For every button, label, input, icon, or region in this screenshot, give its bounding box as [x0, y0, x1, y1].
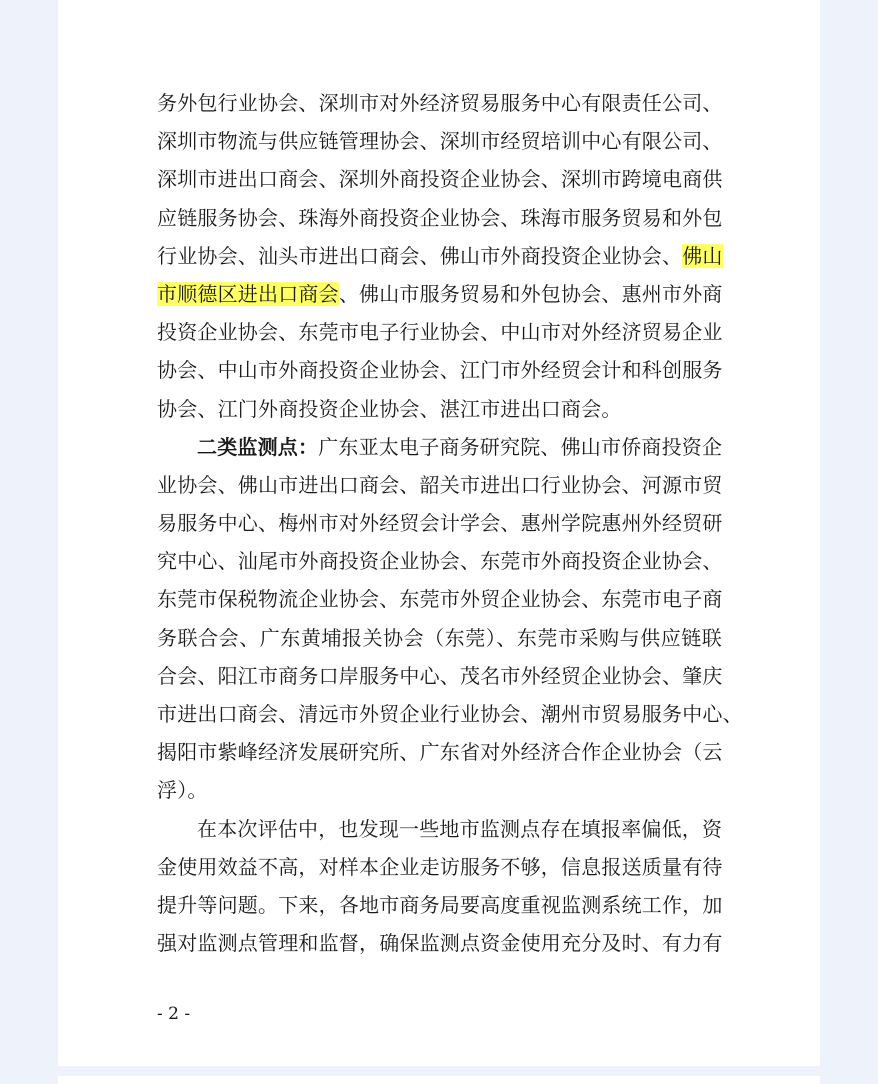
text-line	[157, 542, 722, 580]
text-line	[157, 466, 722, 504]
text-segment: 、佛山市服务贸易和外包协会、惠州市外商	[338, 281, 723, 306]
text-segment: 浮）。	[157, 778, 208, 803]
text-segment: 合会、阳江市商务口岸服务中心、茂名市外经贸企业协会、肇庆	[157, 663, 723, 688]
text-segment: 揭阳市紫峰经济发展研究所、广东省对外经济合作企业协会（云	[157, 740, 723, 765]
text-segment: 深圳市进出口商会、深圳外商投资企业协会、深圳市跨境电商供	[157, 167, 723, 192]
text-line	[157, 695, 743, 733]
text-segment: 务外包行业协会、深圳市对外经济贸易服务中心有限责任公司、	[157, 91, 723, 115]
page-number: - 2 -	[157, 1004, 191, 1024]
text-segment: 金使用效益不高，对样本企业走访服务不够，信息报送质量有待	[157, 854, 723, 879]
text-line	[157, 810, 722, 848]
text-segment: 协会、江门外商投资企业协会、湛江市进出口商会。	[157, 396, 622, 421]
text-line	[157, 580, 722, 618]
text-line	[157, 504, 722, 542]
text-line	[157, 122, 722, 160]
highlighted-text: 佛山	[682, 243, 723, 268]
text-segment: 东莞市保税物流企业协会、东莞市外贸企业协会、东莞市电子商	[157, 587, 723, 612]
text-line	[157, 275, 722, 313]
text-segment: 深圳市物流与供应链管理协会、深圳市经贸培训中心有限公司、	[157, 129, 723, 154]
text-segment: 易服务中心、梅州市对外经贸会计学会、惠州学院惠州外经贸研	[157, 511, 723, 536]
section-heading: 二类监测点：	[197, 434, 319, 459]
text-segment: 广东亚太电子商务研究院、佛山市侨商投资企	[318, 434, 723, 459]
text-segment: 业协会、佛山市进出口商会、韶关市进出口行业协会、河源市贸	[157, 472, 723, 497]
text-line	[157, 771, 722, 809]
text-segment: 市进出口商会、清远市外贸企业行业协会、潮州市贸易服务中心、	[157, 702, 743, 726]
text-line	[157, 313, 722, 351]
text-segment: 投资企业协会、东莞市电子行业协会、中山市对外经济贸易企业	[157, 320, 723, 345]
text-line	[157, 428, 722, 466]
text-segment: 行业协会、汕头市进出口商会、佛山市外商投资企业协会、	[157, 243, 683, 268]
text-segment: 务联合会、广东黄埔报关协会（东莞）、东莞市采购与供应链联	[157, 625, 722, 650]
highlighted-text: 市顺德区进出口商会	[157, 281, 339, 306]
text-line	[157, 733, 722, 771]
text-segment: 在本次评估中，也发现一些地市监测点存在填报率偏低，资	[197, 816, 723, 841]
text-line	[157, 199, 722, 237]
text-line	[157, 657, 722, 695]
text-line	[157, 924, 722, 962]
text-line	[157, 351, 722, 389]
text-segment: 协会、中山市外商投资企业协会、江门市外经贸会计和科创服务	[157, 358, 723, 383]
text-line	[157, 390, 722, 428]
text-segment: 强对监测点管理和监督，确保监测点资金使用充分及时、有力有	[157, 931, 723, 956]
text-segment: 究中心、汕尾市外商投资企业协会、东莞市外商投资企业协会、	[157, 549, 723, 574]
text-line	[157, 619, 722, 657]
text-line	[157, 886, 722, 924]
text-line	[157, 848, 722, 886]
text-line	[157, 84, 722, 122]
text-line	[157, 237, 722, 275]
text-segment: 应链服务协会、珠海外商投资企业协会、珠海市服务贸易和外包	[157, 205, 723, 230]
text-line	[157, 160, 722, 198]
text-segment: 提升等问题。下来，各地市商务局要高度重视监测系统工作，加	[157, 892, 723, 917]
next-page-edge	[58, 1076, 820, 1084]
document-body	[157, 84, 743, 962]
